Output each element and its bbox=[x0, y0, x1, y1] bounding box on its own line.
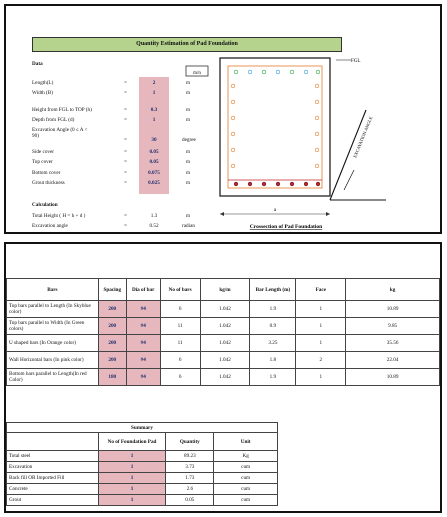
summary-quantity: 3.73 bbox=[166, 462, 214, 473]
top-bar-dot bbox=[316, 70, 320, 74]
excavation-note: EXCAVATION ANGLE bbox=[352, 115, 374, 159]
data-eq: = bbox=[124, 149, 127, 155]
bar-spacing[interactable]: 200 bbox=[98, 318, 126, 335]
data-panel bbox=[4, 4, 442, 234]
summary-col-pads: No of Foundation Pad bbox=[98, 433, 166, 451]
bar-kgm: 1.042 bbox=[200, 369, 250, 386]
summary-pads[interactable]: 1 bbox=[98, 473, 166, 484]
bottom-bar-dot bbox=[276, 182, 280, 186]
grout-value[interactable]: 0.025 bbox=[148, 180, 160, 186]
summary-col-item bbox=[7, 433, 99, 451]
data-label-angle: Excavation Angle (0 ≤ A < bbox=[32, 127, 88, 133]
data-unit: m bbox=[186, 149, 191, 155]
data-eq: = bbox=[124, 170, 127, 176]
data-eq: = bbox=[124, 159, 127, 165]
bar-name: Bottom bars parallel to Length(In red Color) bbox=[7, 369, 99, 386]
data-label-bottom-cover: Bottom cover bbox=[32, 170, 61, 176]
bar-count: 11 bbox=[160, 335, 200, 352]
table-row bbox=[7, 484, 278, 495]
summary-title: Summary bbox=[7, 423, 278, 433]
top-bar-dot bbox=[290, 70, 294, 74]
summary-item: Back fill OR Imported Fill bbox=[7, 473, 99, 484]
bar-dia[interactable]: #4 bbox=[126, 352, 160, 369]
data-heading: Data bbox=[32, 61, 43, 67]
total-height-value: 1.3 bbox=[150, 213, 158, 219]
summary-item: Concrete bbox=[7, 484, 99, 495]
results-panel bbox=[4, 242, 442, 513]
excavation-angle-value: 0.52 bbox=[149, 223, 159, 229]
side-cover-value[interactable]: 0.05 bbox=[149, 149, 159, 155]
summary-pads[interactable]: 1 bbox=[98, 495, 166, 506]
data-unit: m bbox=[186, 90, 191, 96]
summary-pads[interactable]: 1 bbox=[98, 451, 166, 462]
height-value[interactable]: 0.3 bbox=[150, 107, 158, 113]
calc-unit: radian bbox=[182, 223, 195, 229]
data-label-depth: Depth from FGL (d) bbox=[32, 117, 75, 123]
top-bar-dots bbox=[234, 70, 320, 74]
data-label-height: Height from FGL to TOP (h) bbox=[32, 107, 92, 113]
wall-bar-dot bbox=[315, 84, 319, 88]
summary-item: Grout bbox=[7, 495, 99, 506]
top-bar-dot bbox=[262, 70, 266, 74]
summary-unit: Kg bbox=[214, 451, 278, 462]
bar-face: 1 bbox=[296, 369, 346, 386]
bottom-cover-value[interactable]: 0.075 bbox=[148, 170, 160, 176]
table-row bbox=[7, 473, 278, 484]
calc-eq: = bbox=[124, 223, 127, 229]
bar-name: U shaped bars (In Orange color) bbox=[7, 335, 99, 352]
data-unit: m bbox=[186, 107, 191, 113]
bar-count: 6 bbox=[160, 301, 200, 318]
bar-face: 1 bbox=[296, 318, 346, 335]
table-row bbox=[7, 462, 278, 473]
bar-length: 0.9 bbox=[250, 318, 296, 335]
bar-kg: 10.89 bbox=[346, 301, 440, 318]
data-label-width: Width (B) bbox=[32, 90, 53, 96]
table-row bbox=[7, 318, 440, 335]
wall-bar-dots bbox=[231, 84, 319, 168]
summary-quantity: 89.23 bbox=[166, 451, 214, 462]
col-kgm: kg/m bbox=[200, 279, 250, 301]
wall-bar-dot bbox=[231, 100, 235, 104]
data-eq: = bbox=[124, 107, 127, 113]
summary-quantity: 0.05 bbox=[166, 495, 214, 506]
fgl-label: FGL bbox=[351, 59, 361, 64]
bar-spacing[interactable]: 200 bbox=[98, 301, 126, 318]
calc-label-angle: Excavation angle bbox=[32, 223, 68, 229]
bar-name: Top bars parallel to Width (In Green colors) bbox=[7, 318, 99, 335]
wall-bar-dot bbox=[231, 84, 235, 88]
summary-col-quantity: Quantity bbox=[166, 433, 214, 451]
bar-length: 1.9 bbox=[250, 301, 296, 318]
col-face: Face bbox=[296, 279, 346, 301]
summary-pads[interactable]: 1 bbox=[98, 484, 166, 495]
summary-quantity: 1.73 bbox=[166, 473, 214, 484]
bar-face: 1 bbox=[296, 335, 346, 352]
summary-table bbox=[6, 422, 278, 506]
bottom-bar-dot bbox=[290, 182, 294, 186]
wall-bar-dot bbox=[315, 148, 319, 152]
calc-unit: m bbox=[186, 213, 191, 219]
data-unit: degree bbox=[182, 137, 196, 143]
diagram-caption: Crossection of Pad Foundation bbox=[249, 224, 323, 230]
col-spacing: Spacing bbox=[98, 279, 126, 301]
pad-outline bbox=[220, 58, 330, 196]
bar-count: 6 bbox=[160, 369, 200, 386]
bar-spacing[interactable]: 180 bbox=[98, 369, 126, 386]
summary-unit: cum bbox=[214, 495, 278, 506]
bars-table bbox=[6, 278, 440, 386]
bar-face: 2 bbox=[296, 352, 346, 369]
data-label-length: Length(L) bbox=[32, 80, 54, 86]
data-eq: = bbox=[124, 80, 127, 86]
calc-eq: = bbox=[124, 213, 127, 219]
bar-kg: 9.85 bbox=[346, 318, 440, 335]
table-row bbox=[7, 451, 278, 462]
table-row bbox=[7, 301, 440, 318]
summary-unit: cum bbox=[214, 484, 278, 495]
bar-spacing[interactable]: 200 bbox=[98, 335, 126, 352]
top-bar-dot bbox=[276, 70, 280, 74]
length-value[interactable]: 2 bbox=[152, 80, 156, 86]
bar-kg: 35.56 bbox=[346, 335, 440, 352]
wall-bar-dot bbox=[231, 116, 235, 120]
bottom-bar-dot bbox=[262, 182, 266, 186]
bottom-bar-dots bbox=[234, 182, 320, 186]
summary-col-unit: Unit bbox=[214, 433, 278, 451]
data-eq: = bbox=[124, 90, 127, 96]
bottom-bar-dot bbox=[234, 182, 238, 186]
data-eq: = bbox=[124, 180, 127, 186]
summary-pads[interactable]: 1 bbox=[98, 462, 166, 473]
sheet-title: Quantity Estimation of Pad Foundation bbox=[32, 37, 342, 52]
summary-item: Total steel bbox=[7, 451, 99, 462]
angle-value[interactable]: 30 bbox=[151, 137, 157, 143]
col-bars: Bars bbox=[7, 279, 99, 301]
data-label-grout: Grout thickness bbox=[32, 180, 65, 186]
bar-dia[interactable]: #4 bbox=[126, 301, 160, 318]
calc-label-total-height: Total Height ( H = h + d ) bbox=[32, 213, 86, 219]
calc-heading: Calculation bbox=[32, 202, 58, 208]
bar-name: Wall Horizontal bars (In pink color) bbox=[7, 352, 99, 369]
bar-name: Top bars parallel to Length (In Skyblue color) bbox=[7, 301, 99, 318]
wall-bar-dot bbox=[231, 132, 235, 136]
data-label-side-cover: Side cover bbox=[32, 149, 55, 155]
data-label-angle-2: 90) bbox=[32, 133, 39, 139]
summary-unit: cum bbox=[214, 462, 278, 473]
col-kg: kg bbox=[346, 279, 440, 301]
wall-bar-dot bbox=[315, 116, 319, 120]
data-unit: m bbox=[186, 180, 191, 186]
wall-bar-dot bbox=[231, 148, 235, 152]
col-dia: Dia of bar bbox=[126, 279, 160, 301]
top-bar-dot bbox=[304, 70, 308, 74]
data-unit: m bbox=[186, 170, 191, 176]
bar-length: 1.8 bbox=[250, 352, 296, 369]
table-row bbox=[7, 369, 440, 386]
bar-dia[interactable]: #4 bbox=[126, 318, 160, 335]
dimension-mark: a bbox=[273, 208, 277, 213]
table-row bbox=[7, 352, 440, 369]
bar-length: 1.9 bbox=[250, 369, 296, 386]
col-no-bars: No of bars bbox=[160, 279, 200, 301]
depth-value[interactable]: 1 bbox=[152, 117, 156, 123]
bar-count: 11 bbox=[160, 318, 200, 335]
data-unit: m bbox=[186, 159, 191, 165]
bar-kgm: 1.042 bbox=[200, 301, 250, 318]
bottom-bar-dot bbox=[248, 182, 252, 186]
top-bar-dot bbox=[234, 70, 238, 74]
summary-unit: cum bbox=[214, 473, 278, 484]
table-row bbox=[7, 335, 440, 352]
data-eq: = bbox=[124, 117, 127, 123]
data-label-top-cover: Top cover bbox=[32, 159, 53, 165]
bar-count: 6 bbox=[160, 352, 200, 369]
excavation-slope bbox=[330, 110, 366, 200]
width-value[interactable]: 1 bbox=[152, 90, 156, 96]
col-length: Bar Length (m) bbox=[250, 279, 296, 301]
bar-dia[interactable]: #4 bbox=[126, 335, 160, 352]
wall-bar-dot bbox=[315, 100, 319, 104]
bar-kgm: 1.042 bbox=[200, 318, 250, 335]
bar-length: 3.25 bbox=[250, 335, 296, 352]
wall-bar-dot bbox=[315, 164, 319, 168]
top-cover-value[interactable]: 0.05 bbox=[149, 159, 159, 165]
bar-dia[interactable]: #4 bbox=[126, 369, 160, 386]
data-unit: m bbox=[186, 80, 191, 86]
bar-kg: 22.04 bbox=[346, 352, 440, 369]
bar-kgm: 1.042 bbox=[200, 335, 250, 352]
summary-item: Excavation bbox=[7, 462, 99, 473]
bar-kgm: 1.042 bbox=[200, 352, 250, 369]
bar-face: 1 bbox=[296, 301, 346, 318]
top-tag: m/n bbox=[193, 71, 201, 76]
wall-bar-dot bbox=[315, 132, 319, 136]
bottom-bar-dot bbox=[316, 182, 320, 186]
data-eq: = bbox=[124, 137, 127, 143]
data-unit: m bbox=[186, 117, 191, 123]
bar-spacing[interactable]: 200 bbox=[98, 352, 126, 369]
u-bar-cage bbox=[228, 66, 322, 188]
wall-bar-dot bbox=[231, 164, 235, 168]
bar-kg: 10.89 bbox=[346, 369, 440, 386]
summary-quantity: 2.6 bbox=[166, 484, 214, 495]
top-bar-dot bbox=[248, 70, 252, 74]
foundation-crossection-diagram bbox=[176, 50, 436, 236]
bottom-bar-dot bbox=[304, 182, 308, 186]
table-row bbox=[7, 495, 278, 506]
